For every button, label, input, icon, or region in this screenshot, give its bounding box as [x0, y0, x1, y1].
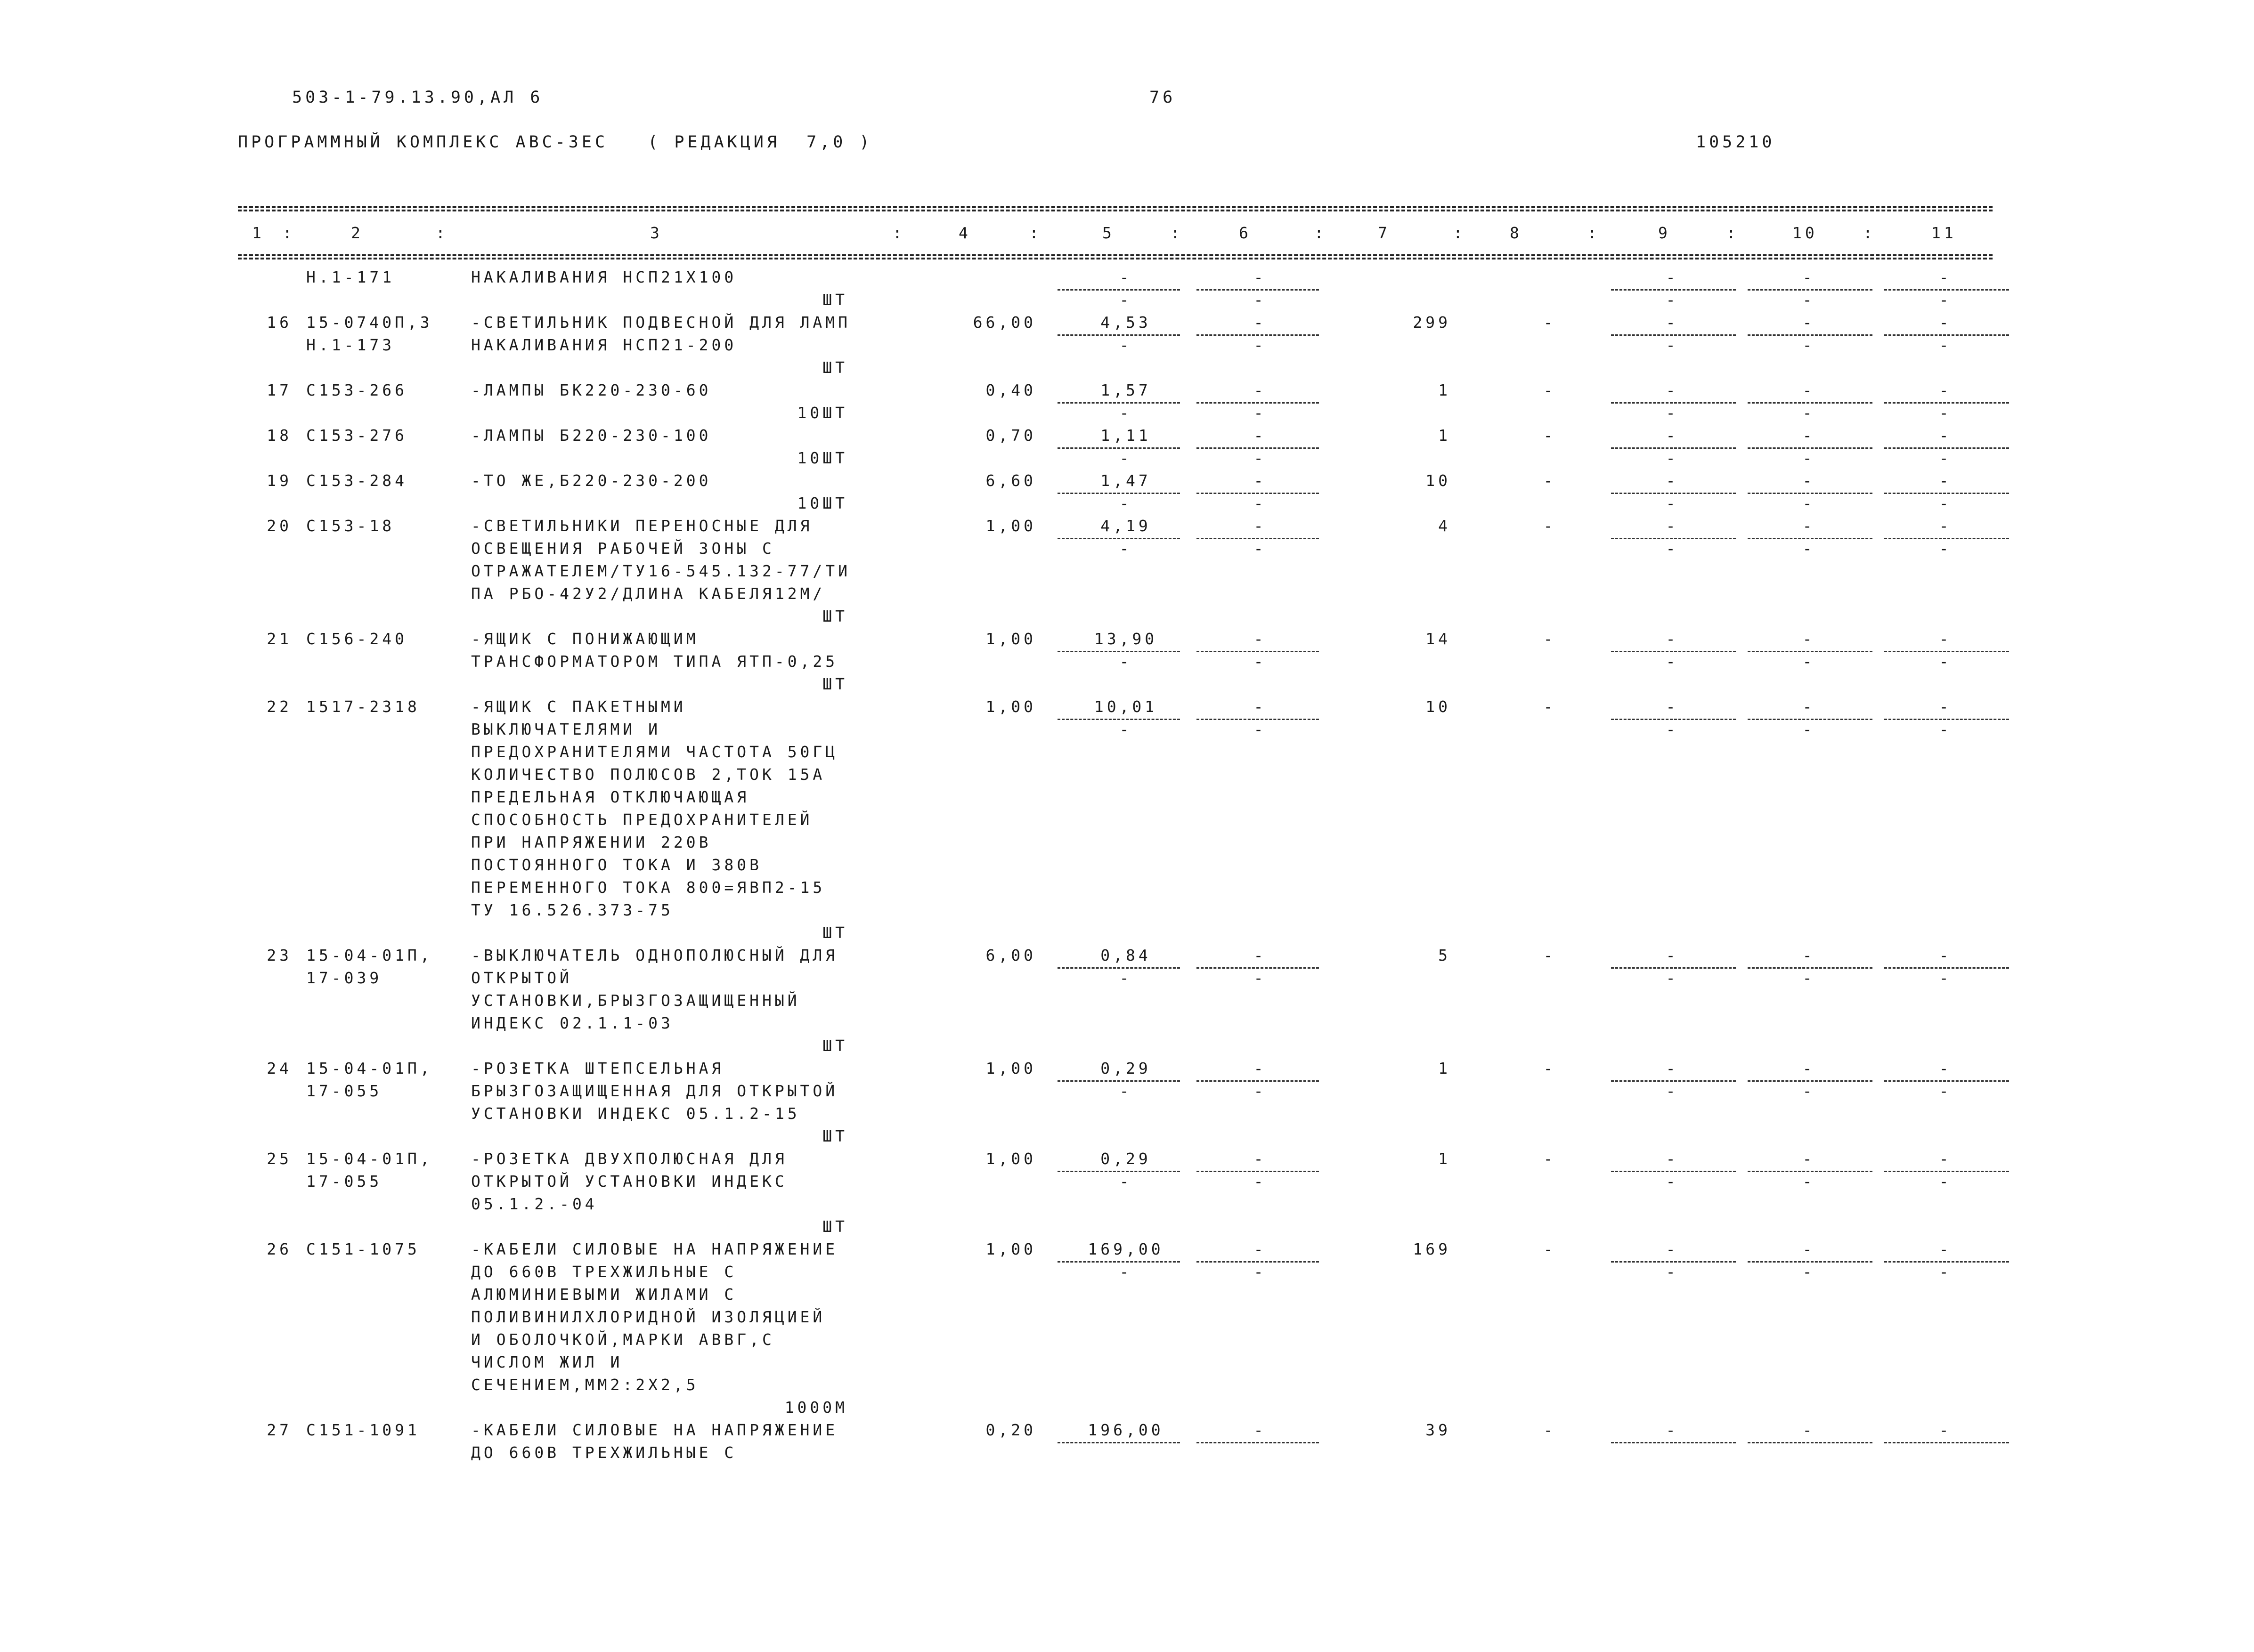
cell-col6-second: -: [1253, 652, 1267, 671]
cell-col10-second: -: [1802, 336, 1815, 354]
cell-col6-second: -: [1253, 291, 1267, 309]
row-code: С151-1075: [306, 1240, 420, 1258]
row-description: УСТАНОВКИ,БРЫЗГОЗАЩИЩЕННЫЙ: [471, 991, 800, 1010]
cell-col11-second: -: [1939, 969, 1952, 987]
cell-col7: 14: [1425, 630, 1451, 648]
cell-col4: 1,00: [985, 630, 1036, 648]
cell-col9: -: [1666, 697, 1679, 716]
column-header-10: 10: [1792, 224, 1818, 242]
cell-col10: -: [1802, 946, 1815, 964]
row-description: КОЛИЧЕСТВО ПОЛЮСОВ 2,ТОК 15А: [471, 765, 826, 784]
cell-col5: 196,00: [1088, 1421, 1164, 1439]
cell-col4: 1,00: [985, 517, 1036, 535]
dash-underline: [1058, 1171, 1180, 1172]
row-unit: ШТ: [822, 675, 848, 693]
column-header-row: [238, 225, 1993, 244]
cell-col5: 4,19: [1100, 517, 1151, 535]
cell-col4: 1,00: [985, 1150, 1036, 1168]
cell-col10-second: -: [1802, 449, 1815, 467]
cell-col9: -: [1666, 426, 1679, 445]
column-header-6: 6: [1239, 224, 1252, 242]
cell-col10-second: -: [1802, 1082, 1815, 1100]
table-top-rule-2: [238, 210, 1993, 211]
cell-col9-second: -: [1666, 539, 1679, 558]
table-top-rule: [238, 206, 1993, 208]
cell-col4: 6,00: [985, 946, 1036, 964]
row-unit: ШТ: [822, 1127, 848, 1145]
table-header-rule-2: [238, 258, 1993, 259]
row-description: ОТКРЫТОЙ УСТАНОВКИ ИНДЕКС: [471, 1172, 788, 1190]
cell-col5: 0,84: [1100, 946, 1151, 964]
dash-underline: [1884, 1442, 2009, 1443]
cell-col10: -: [1802, 517, 1815, 535]
dash-underline: [1058, 1261, 1180, 1263]
cell-col10: -: [1802, 471, 1815, 490]
cell-col4: 66,00: [973, 313, 1036, 332]
row-description: И ОБОЛОЧКОЙ,МАРКИ АВВГ,С: [471, 1330, 775, 1349]
column-separator: :: [283, 224, 295, 242]
row-description: -КАБЕЛИ СИЛОВЫЕ НА НАПРЯЖЕНИЕ: [471, 1421, 838, 1439]
row-unit: ШТ: [822, 358, 848, 377]
dash-underline: [1058, 967, 1180, 969]
row-description: ИНДЕКС 02.1.1-03: [471, 1014, 674, 1032]
cell-col9: -: [1666, 630, 1679, 648]
row-unit: ШТ: [822, 607, 848, 625]
row-description: ДО 660В ТРЕХЖИЛЬНЫЕ С: [471, 1443, 737, 1462]
row-description: -ЯЩИК С ПАКЕТНЫМИ: [471, 697, 686, 716]
column-header-8: 8: [1510, 224, 1522, 242]
row-code: С153-276: [306, 426, 407, 445]
cell-col11: -: [1939, 946, 1952, 964]
row-description: СЕЧЕНИЕМ,ММ2:2Х2,5: [471, 1376, 699, 1394]
row-description: ПЕРЕМЕННОГО ТОКА 800=ЯВП2-15: [471, 878, 826, 897]
page-number: 76: [1149, 88, 1176, 107]
cell-col9-second: -: [1666, 494, 1679, 512]
row-code: 1517-2318: [306, 697, 420, 716]
cell-col11: -: [1939, 1150, 1952, 1168]
row-code: С153-284: [306, 471, 407, 490]
column-header-4: 4: [959, 224, 971, 242]
cell-col4: 0,40: [985, 381, 1036, 399]
cell-col6: -: [1253, 313, 1267, 332]
row-code: 15-04-01П,: [306, 946, 433, 964]
doc-number: 105210: [1696, 133, 1775, 152]
cell-col5-second: -: [1119, 1082, 1132, 1100]
cell-col7: 1: [1438, 1150, 1451, 1168]
row-description: -РОЗЕТКА ШТЕПСЕЛЬНАЯ: [471, 1059, 724, 1077]
cell-col7: 1: [1438, 426, 1451, 445]
cell-col9: -: [1666, 268, 1679, 286]
cell-col4: 1,00: [985, 697, 1036, 716]
cell-col10-second: -: [1802, 291, 1815, 309]
row-code: С156-240: [306, 630, 407, 648]
cell-col7: 1: [1438, 381, 1451, 399]
cell-col8: -: [1543, 1421, 1556, 1439]
cell-col10-second: -: [1802, 494, 1815, 512]
cell-col11-second: -: [1939, 494, 1952, 512]
cell-col6-second: -: [1253, 336, 1267, 354]
cell-col9-second: -: [1666, 652, 1679, 671]
row-description: ПРЕДОХРАНИТЕЛЯМИ ЧАСТОТА 50ГЦ: [471, 743, 838, 761]
cell-col5: 4,53: [1100, 313, 1151, 332]
cell-col11-second: -: [1939, 652, 1952, 671]
column-header-1: 1: [252, 224, 265, 242]
cell-col11-second: -: [1939, 404, 1952, 422]
cell-col9: -: [1666, 1240, 1679, 1258]
row-number: 23: [267, 946, 292, 964]
column-header-7: 7: [1378, 224, 1391, 242]
cell-col9: -: [1666, 381, 1679, 399]
program-title: ПРОГРАММНЫЙ КОМПЛЕКС АВС-3ЕС ( РЕДАКЦИЯ 7,0 ): [238, 133, 873, 152]
row-description: -ЛАМПЫ Б220-230-100: [471, 426, 712, 445]
cell-col6: -: [1253, 946, 1267, 964]
cell-col5: -: [1119, 268, 1132, 286]
row-unit: 10ШТ: [797, 494, 848, 512]
cell-col9-second: -: [1666, 336, 1679, 354]
cell-col7: 39: [1425, 1421, 1451, 1439]
row-description: -РОЗЕТКА ДВУХПОЛЮСНАЯ ДЛЯ: [471, 1150, 788, 1168]
cell-col11: -: [1939, 1059, 1952, 1077]
cell-col10: -: [1802, 1421, 1815, 1439]
cell-col6-second: -: [1253, 1263, 1267, 1281]
cell-col4: 6,60: [985, 471, 1036, 490]
cell-col11: -: [1939, 313, 1952, 332]
cell-col11: -: [1939, 630, 1952, 648]
row-description: ОТКРЫТОЙ: [471, 969, 572, 987]
row-number: 16: [267, 313, 292, 332]
cell-col10: -: [1802, 1240, 1815, 1258]
column-separator: :: [1863, 224, 1876, 242]
row-code: 17-055: [306, 1172, 382, 1190]
cell-col6-second: -: [1253, 404, 1267, 422]
row-description: НАКАЛИВАНИЯ НСП21-200: [471, 336, 737, 354]
cell-col7: 1: [1438, 1059, 1451, 1077]
row-number: 26: [267, 1240, 292, 1258]
cell-col9-second: -: [1666, 1172, 1679, 1190]
cell-col4: 0,20: [985, 1421, 1036, 1439]
cell-col6-second: -: [1253, 449, 1267, 467]
row-description: ПОСТОЯННОГО ТОКА И 380В: [471, 856, 762, 874]
cell-col8: -: [1543, 1059, 1556, 1077]
cell-col9-second: -: [1666, 1263, 1679, 1281]
row-unit: ШТ: [822, 291, 848, 309]
cell-col6-second: -: [1253, 1172, 1267, 1190]
row-description: СПОСОБНОСТЬ ПРЕДОХРАНИТЕЛЕЙ: [471, 810, 813, 829]
cell-col8: -: [1543, 1240, 1556, 1258]
cell-col6-second: -: [1253, 720, 1267, 738]
cell-col7: 4: [1438, 517, 1451, 535]
cell-col7: 10: [1425, 697, 1451, 716]
cell-col11-second: -: [1939, 291, 1952, 309]
row-description: ДО 660В ТРЕХЖИЛЬНЫЕ С: [471, 1263, 737, 1281]
cell-col5-second: -: [1119, 1172, 1132, 1190]
cell-col11: -: [1939, 471, 1952, 490]
cell-col7: 299: [1413, 313, 1451, 332]
row-description: ПРЕДЕЛЬНАЯ ОТКЛЮЧАЮЩАЯ: [471, 788, 750, 806]
cell-col11-second: -: [1939, 1263, 1952, 1281]
cell-col4: 0,70: [985, 426, 1036, 445]
column-separator: :: [1726, 224, 1739, 242]
dash-underline: [1058, 334, 1180, 336]
cell-col5: 1,11: [1100, 426, 1151, 445]
row-number: 18: [267, 426, 292, 445]
cell-col10: -: [1802, 381, 1815, 399]
cell-col5: 1,47: [1100, 471, 1151, 490]
row-description: -ВЫКЛЮЧАТЕЛЬ ОДНОПОЛЮСНЫЙ ДЛЯ: [471, 946, 838, 964]
cell-col7: 5: [1438, 946, 1451, 964]
cell-col9: -: [1666, 1421, 1679, 1439]
cell-col9-second: -: [1666, 449, 1679, 467]
row-description: -СВЕТИЛЬНИК ПОДВЕСНОЙ ДЛЯ ЛАМП: [471, 313, 851, 332]
cell-col7: 10: [1425, 471, 1451, 490]
cell-col5: 0,29: [1100, 1059, 1151, 1077]
row-description: -ЛАМПЫ БК220-230-60: [471, 381, 712, 399]
cell-col6: -: [1253, 381, 1267, 399]
row-description: ТУ 16.526.373-75: [471, 901, 674, 919]
row-description: ПОЛИВИНИЛХЛОРИДНОЙ ИЗОЛЯЦИЕЙ: [471, 1308, 826, 1326]
cell-col6-second: -: [1253, 494, 1267, 512]
cell-col11-second: -: [1939, 539, 1952, 558]
cell-col10: -: [1802, 1059, 1815, 1077]
row-code: 17-039: [306, 969, 382, 987]
cell-col10-second: -: [1802, 652, 1815, 671]
cell-col6: -: [1253, 697, 1267, 716]
row-description: -КАБЕЛИ СИЛОВЫЕ НА НАПРЯЖЕНИЕ: [471, 1240, 838, 1258]
cell-col8: -: [1543, 313, 1556, 332]
cell-col6-second: -: [1253, 539, 1267, 558]
dash-underline: [1058, 289, 1180, 291]
doc-code: 503-1-79.13.90,АЛ 6: [292, 88, 544, 107]
cell-col10: -: [1802, 697, 1815, 716]
row-code: 17-055: [306, 1082, 382, 1100]
column-header-5: 5: [1102, 224, 1115, 242]
row-number: 24: [267, 1059, 292, 1077]
dash-underline: [1058, 493, 1180, 494]
dash-underline: [1058, 1080, 1180, 1082]
column-separator: :: [1171, 224, 1183, 242]
row-code: С151-1091: [306, 1421, 420, 1439]
cell-col9-second: -: [1666, 720, 1679, 738]
cell-col10: -: [1802, 268, 1815, 286]
row-code: С153-266: [306, 381, 407, 399]
row-description: -СВЕТИЛЬНИКИ ПЕРЕНОСНЫЕ ДЛЯ: [471, 517, 813, 535]
cell-col5: 1,57: [1100, 381, 1151, 399]
row-description: ВЫКЛЮЧАТЕЛЯМИ И: [471, 720, 661, 738]
cell-col5-second: -: [1119, 652, 1132, 671]
cell-col5: 13,90: [1094, 630, 1158, 648]
column-separator: :: [436, 224, 448, 242]
column-separator: :: [893, 224, 905, 242]
cell-col5-second: -: [1119, 291, 1132, 309]
row-unit: 10ШТ: [797, 449, 848, 467]
cell-col5-second: -: [1119, 404, 1132, 422]
cell-col11: -: [1939, 697, 1952, 716]
cell-col8: -: [1543, 517, 1556, 535]
cell-col9-second: -: [1666, 969, 1679, 987]
cell-col7: 169: [1413, 1240, 1451, 1258]
row-code: 15-04-01П,: [306, 1059, 433, 1077]
cell-col6-second: -: [1253, 969, 1267, 987]
row-unit: ШТ: [822, 923, 848, 942]
row-number: 17: [267, 381, 292, 399]
cell-col11-second: -: [1939, 1082, 1952, 1100]
dash-underline: [1611, 1442, 1736, 1443]
column-header-9: 9: [1658, 224, 1671, 242]
cell-col4: 1,00: [985, 1059, 1036, 1077]
cell-col10-second: -: [1802, 1263, 1815, 1281]
cell-col9: -: [1666, 471, 1679, 490]
dash-underline: [1196, 1442, 1319, 1443]
cell-col10-second: -: [1802, 539, 1815, 558]
dash-underline: [1058, 402, 1180, 404]
row-description: -ТО ЖЕ,Б220-230-200: [471, 471, 712, 490]
column-header-11: 11: [1931, 224, 1957, 242]
dash-underline: [1058, 447, 1180, 449]
cell-col6: -: [1253, 630, 1267, 648]
cell-col6: -: [1253, 426, 1267, 445]
row-number: 21: [267, 630, 292, 648]
cell-col11-second: -: [1939, 336, 1952, 354]
cell-col9: -: [1666, 1150, 1679, 1168]
row-unit: ШТ: [822, 1037, 848, 1055]
row-description: ПРИ НАПРЯЖЕНИИ 220В: [471, 833, 712, 851]
cell-col11: -: [1939, 268, 1952, 286]
cell-col8: -: [1543, 946, 1556, 964]
cell-col8: -: [1543, 381, 1556, 399]
cell-col5-second: -: [1119, 494, 1132, 512]
cell-col6-second: -: [1253, 1082, 1267, 1100]
row-code: 15-0740П,3: [306, 313, 433, 332]
cell-col10-second: -: [1802, 1172, 1815, 1190]
row-description: БРЫЗГОЗАЩИЩЕННАЯ ДЛЯ ОТКРЫТОЙ: [471, 1082, 838, 1100]
column-header-2: 2: [351, 224, 364, 242]
cell-col9-second: -: [1666, 291, 1679, 309]
cell-col10-second: -: [1802, 404, 1815, 422]
row-description: НАКАЛИВАНИЯ НСП21Х100: [471, 268, 737, 286]
cell-col6: -: [1253, 1150, 1267, 1168]
cell-col10: -: [1802, 630, 1815, 648]
row-unit: 10ШТ: [797, 404, 848, 422]
cell-col11: -: [1939, 381, 1952, 399]
row-code: С153-18: [306, 517, 395, 535]
row-description: ОСВЕЩЕНИЯ РАБОЧЕЙ ЗОНЫ С: [471, 539, 775, 558]
dash-underline: [1058, 1442, 1180, 1443]
cell-col11: -: [1939, 426, 1952, 445]
row-number: 22: [267, 697, 292, 716]
cell-col8: -: [1543, 697, 1556, 716]
cell-col9: -: [1666, 946, 1679, 964]
row-description: 05.1.2.-04: [471, 1195, 598, 1213]
cell-col10-second: -: [1802, 720, 1815, 738]
cell-col5: 10,01: [1094, 697, 1158, 716]
cell-col11-second: -: [1939, 449, 1952, 467]
cell-col5-second: -: [1119, 449, 1132, 467]
row-number: 20: [267, 517, 292, 535]
row-description: УСТАНОВКИ ИНДЕКС 05.1.2-15: [471, 1104, 800, 1123]
dash-underline: [1058, 538, 1180, 539]
row-code: 15-04-01П,: [306, 1150, 433, 1168]
row-unit: 1000М: [784, 1398, 848, 1417]
cell-col4: 1,00: [985, 1240, 1036, 1258]
dash-underline: [1058, 651, 1180, 652]
cell-col9: -: [1666, 1059, 1679, 1077]
row-description: ЧИСЛОМ ЖИЛ И: [471, 1353, 623, 1371]
cell-col6: -: [1253, 1240, 1267, 1258]
row-number: 27: [267, 1421, 292, 1439]
column-separator: :: [1314, 224, 1327, 242]
cell-col11: -: [1939, 517, 1952, 535]
row-description: АЛЮМИНИЕВЫМИ ЖИЛАМИ С: [471, 1285, 737, 1304]
row-description: ТРАНСФОРМАТОРОМ ТИПА ЯТП-0,25: [471, 652, 838, 671]
row-description: -ЯЩИК С ПОНИЖАЮЩИМ: [471, 630, 699, 648]
row-code: Н.1-171: [306, 268, 395, 286]
column-header-3: 3: [650, 224, 663, 242]
cell-col6: -: [1253, 471, 1267, 490]
cell-col6: -: [1253, 1421, 1267, 1439]
row-number: 25: [267, 1150, 292, 1168]
cell-col9: -: [1666, 517, 1679, 535]
cell-col5-second: -: [1119, 720, 1132, 738]
column-separator: :: [1029, 224, 1042, 242]
dash-underline: [1748, 1442, 1872, 1443]
cell-col11: -: [1939, 1421, 1952, 1439]
cell-col8: -: [1543, 426, 1556, 445]
cell-col11-second: -: [1939, 1172, 1952, 1190]
column-separator: :: [1453, 224, 1466, 242]
cell-col5-second: -: [1119, 336, 1132, 354]
cell-col9-second: -: [1666, 1082, 1679, 1100]
cell-col8: -: [1543, 1150, 1556, 1168]
cell-col6: -: [1253, 517, 1267, 535]
row-description: ОТРАЖАТЕЛЕМ/ТУ16-545.132-77/ТИ: [471, 562, 851, 580]
cell-col11-second: -: [1939, 720, 1952, 738]
cell-col10-second: -: [1802, 969, 1815, 987]
row-unit: ШТ: [822, 1217, 848, 1236]
cell-col9: -: [1666, 313, 1679, 332]
cell-col5: 169,00: [1088, 1240, 1164, 1258]
cell-col10: -: [1802, 426, 1815, 445]
dash-underline: [1058, 719, 1180, 720]
row-description: ПА РБО-42У2/ДЛИНА КАБЕЛЯ12М/: [471, 584, 826, 603]
row-code: Н.1-173: [306, 336, 395, 354]
cell-col5: 0,29: [1100, 1150, 1151, 1168]
cell-col10: -: [1802, 1150, 1815, 1168]
column-separator: :: [1587, 224, 1600, 242]
cell-col9-second: -: [1666, 404, 1679, 422]
cell-col8: -: [1543, 630, 1556, 648]
cell-col6: -: [1253, 1059, 1267, 1077]
cell-col5-second: -: [1119, 539, 1132, 558]
cell-col8: -: [1543, 471, 1556, 490]
cell-col5-second: -: [1119, 1263, 1132, 1281]
cell-col5-second: -: [1119, 969, 1132, 987]
cell-col11: -: [1939, 1240, 1952, 1258]
table-header-rule: [238, 254, 1993, 256]
row-number: 19: [267, 471, 292, 490]
cell-col6: -: [1253, 268, 1267, 286]
cell-col10: -: [1802, 313, 1815, 332]
